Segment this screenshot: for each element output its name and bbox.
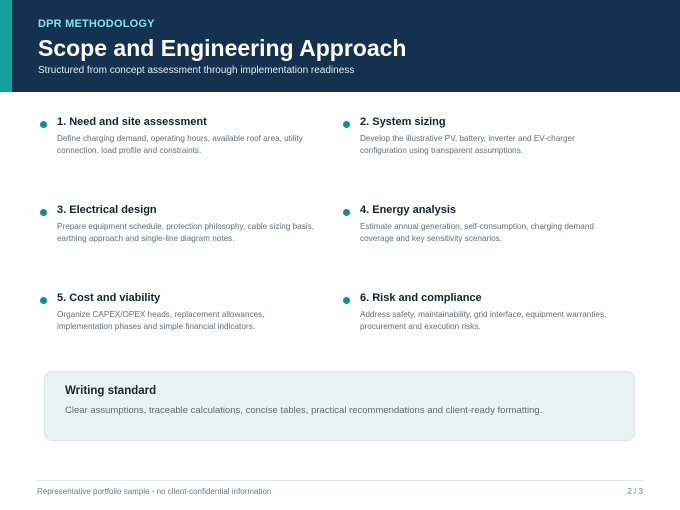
bullet-dot-icon	[40, 121, 47, 128]
methodology-item-description: Define charging demand, operating hours, available roof area, utility connection, load profile and constraints.	[57, 134, 303, 155]
methodology-item-description: Address safety, maintainability, grid interface, equipment warranties, procurement and execution risks.	[360, 310, 607, 331]
bullet-dot-icon	[343, 297, 350, 304]
writing-standard-title: Writing standard	[65, 385, 157, 397]
methodology-item-description: Prepare equipment schedule, protection philosophy, cable sizing basis, earthing approach and single-line diagram notes.	[57, 222, 314, 243]
methodology-item-title: 4. Energy analysis	[360, 204, 456, 216]
bullet-dot-icon	[40, 297, 47, 304]
footer-divider	[36, 480, 644, 481]
writing-standard-text: Clear assumptions, traceable calculations, concise tables, practical recommendations and client-ready formatting.	[65, 405, 543, 416]
methodology-item-title: 5. Cost and viability	[57, 292, 161, 304]
methodology-item-title: 1. Need and site assessment	[57, 116, 207, 128]
methodology-item-description: Organize CAPEX/OPEX heads, replacement allowances, implementation phases and simple financial indicators.	[57, 310, 265, 331]
footer-disclaimer: Representative portfolio sample - no client-confidential information	[37, 487, 272, 496]
header-accent-bar	[0, 0, 12, 92]
section-kicker: DPR METHODOLOGY	[38, 18, 155, 30]
methodology-item-title: 6. Risk and compliance	[360, 292, 482, 304]
page-title: Scope and Engineering Approach	[38, 35, 407, 61]
page-subtitle: Structured from concept assessment through implementation readiness	[38, 65, 355, 76]
page-header	[0, 0, 680, 92]
bullet-dot-icon	[40, 209, 47, 216]
page-number: 2 / 3	[627, 487, 643, 496]
methodology-item-title: 3. Electrical design	[57, 204, 157, 216]
writing-standard-panel	[44, 371, 635, 441]
methodology-item-description: Develop the illustrative PV, battery, inverter and EV-charger configuration using transparent assumptions.	[360, 134, 575, 155]
bullet-dot-icon	[343, 209, 350, 216]
methodology-item-title: 2. System sizing	[360, 116, 446, 128]
bullet-dot-icon	[343, 121, 350, 128]
methodology-item-description: Estimate annual generation, self-consumption, charging demand coverage and key sensitivity scenarios.	[360, 222, 594, 243]
